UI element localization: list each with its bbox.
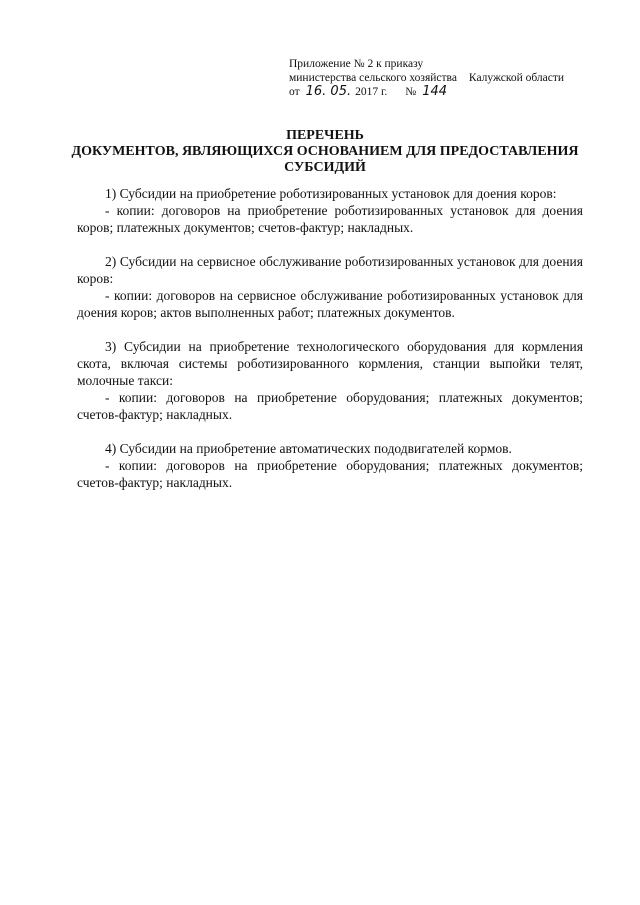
appendix-line: Приложение № 2 к приказу	[289, 58, 424, 70]
region-name: Калужской области	[468, 72, 565, 84]
section-heading: 1) Субсидии на приобретение роботизированных установок для доения коров:	[105, 186, 557, 201]
appendix-header	[289, 57, 619, 99]
title-line-2: ДОКУМЕНТОВ, ЯВЛЯЮЩИХСЯ ОСНОВАНИЕМ ДЛЯ ПРЕДОСТАВЛЕНИЯ	[71, 144, 579, 159]
title-line-3: СУБСИДИЙ	[284, 160, 366, 175]
subsidy-section-1	[77, 185, 583, 236]
title-line-1: ПЕРЕЧЕНЬ	[286, 128, 364, 143]
order-year: 2017 г.	[355, 86, 388, 98]
document-body	[77, 185, 583, 508]
section-documents: - копии: договоров на сервисное обслуживание роботизированных установок для доения коров; актов выполненных работ; платежных документов.	[77, 288, 583, 320]
section-heading: 2) Субсидии на сервисное обслуживание роботизированных установок для доения коров:	[77, 254, 583, 286]
handwritten-number: 144	[422, 84, 448, 99]
handwritten-date: 16. 05.	[305, 84, 352, 99]
section-heading: 3) Субсидии на приобретение технологического оборудования для кормления скота, включая системы роботизированного кормления, станции выпойки телят, молочные такси:	[77, 339, 583, 388]
section-documents: - копии: договоров на приобретение роботизированных установок для доения коров; платежных документов; счетов-фактур; накладных.	[77, 203, 583, 235]
date-prefix: от	[289, 86, 300, 98]
number-label: №	[405, 86, 417, 98]
section-documents: - копии: договоров на приобретение оборудования; платежных документов; счетов-фактур; накладных.	[77, 458, 583, 490]
subsidy-section-4	[77, 440, 583, 491]
subsidy-section-3	[77, 338, 583, 423]
order-date-line	[289, 85, 619, 99]
subsidy-section-2	[77, 253, 583, 321]
ministry-line	[289, 71, 619, 85]
document-title	[60, 128, 590, 176]
section-documents: - копии: договоров на приобретение оборудования; платежных документов; счетов-фактур; накладных.	[77, 390, 583, 422]
section-heading: 4) Субсидии на приобретение автоматических пододвигателей кормов.	[105, 441, 512, 456]
ministry-name: министерства сельского хозяйства	[289, 72, 457, 84]
